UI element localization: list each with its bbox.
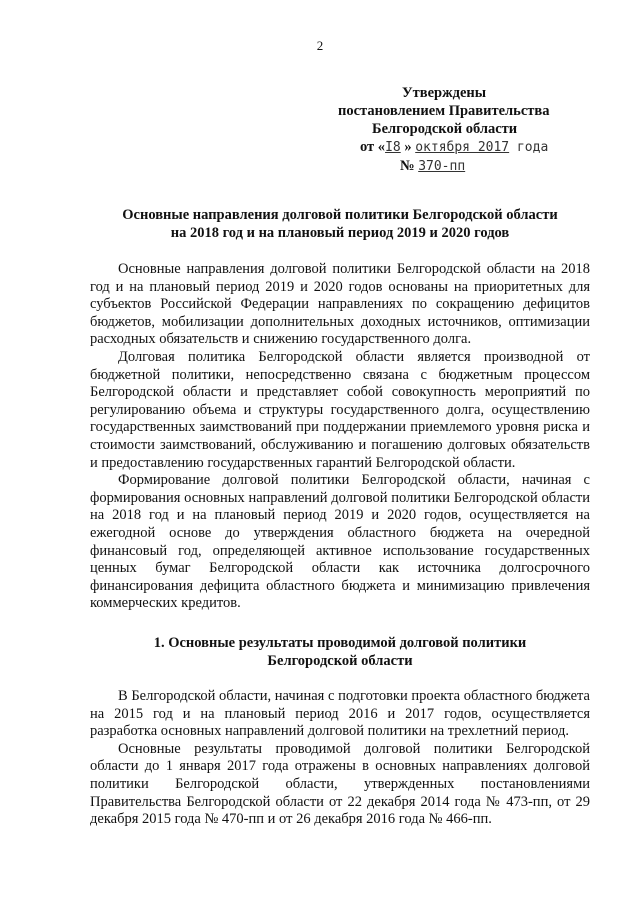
approval-block [338,84,578,176]
document-title [90,206,590,242]
date-mid: » [400,139,416,155]
date-day: I8 [385,140,401,155]
approval-region-line: Белгородской области [372,121,518,137]
approval-date-line [338,138,578,157]
intro-paragraph-1: Основные направления долговой политики Белгородской области на 2018 год и на плановый период 2019 и 2020 годов основаны на приоритетных для субъектов Российской Федерации направлениях по сокращению дефицитов бюджетов, мобилизации дополнительных доходных источников, оптимизации расходных обязательств и снижению государственного долга. [90,261,590,348]
date-month-year: октября 2017 [415,140,510,155]
section-1-title-line-1: 1. Основные результаты проводимой долговой политики [153,635,527,651]
document-title-line-1: Основные направления долговой политики Белгородской области [122,207,558,223]
document-title-line-2: на 2018 год и на плановый период 2019 и 2020 годов [170,225,510,241]
approval-number-line [338,157,578,176]
section-1-title [90,634,590,670]
number-prefix: № [400,158,419,174]
section-1-paragraph-2: Основные результаты проводимой долговой политики Белгородской области до 1 января 2017 года отражены в основных направлениях долговой политики Белгородской области, утвержденных постановлениями Правительства Белгородской области от 22 декабря 2014 года № 473-пп, от 29 декабря 2015 года № 470-пп и от 26 декабря 2016 года № 466-пп. [90,740,590,828]
approval-heading: Утверждены [402,85,487,101]
section-1-text [90,688,590,829]
intro-text [90,261,590,613]
date-suffix: года [509,140,549,155]
date-prefix: от « [360,139,386,155]
page-number: 2 [316,38,324,53]
intro-paragraph-3: Формирование долговой политики Белгородской области, начиная с формирования основных направлений долговой политики Белгородской области на 2018 год и на плановый период 2019 и 2020 годов, осуществляется на ежегодной основе до утверждения областного бюджета на очередной финансовый год, определяющей активное использование государственных ценных бумаг Белгородской области как источника долгосрочного финансирования дефицита областного бюджета и минимизацию привлечения коммерческих кредитов. [90,472,590,612]
section-1-title-line-2: Белгородской области [267,653,413,669]
section-1-paragraph-1: В Белгородской области, начиная с подготовки проекта областного бюджета на 2015 год и на плановый период 2016 и 2017 годов, осуществляется разработка основных направлений долговой политики на трехлетний период. [90,688,590,740]
intro-paragraph-2: Долговая политика Белгородской области является производной от бюджетной политики, непосредственно связана с бюджетным процессом Белгородской области и представляет собой совокупность мероприятий по регулированию объема и структуры государственного долга, осуществлению государственных заимствований при поддержании приемлемого уровня риска и стоимости заимствований, обслуживанию и погашению долговых обязательств и предоставлению государственных гарантий Белгородской области. [90,348,590,471]
decree-number: 370-пп [418,159,466,174]
approval-decree-line: постановлением Правительства [338,103,550,119]
